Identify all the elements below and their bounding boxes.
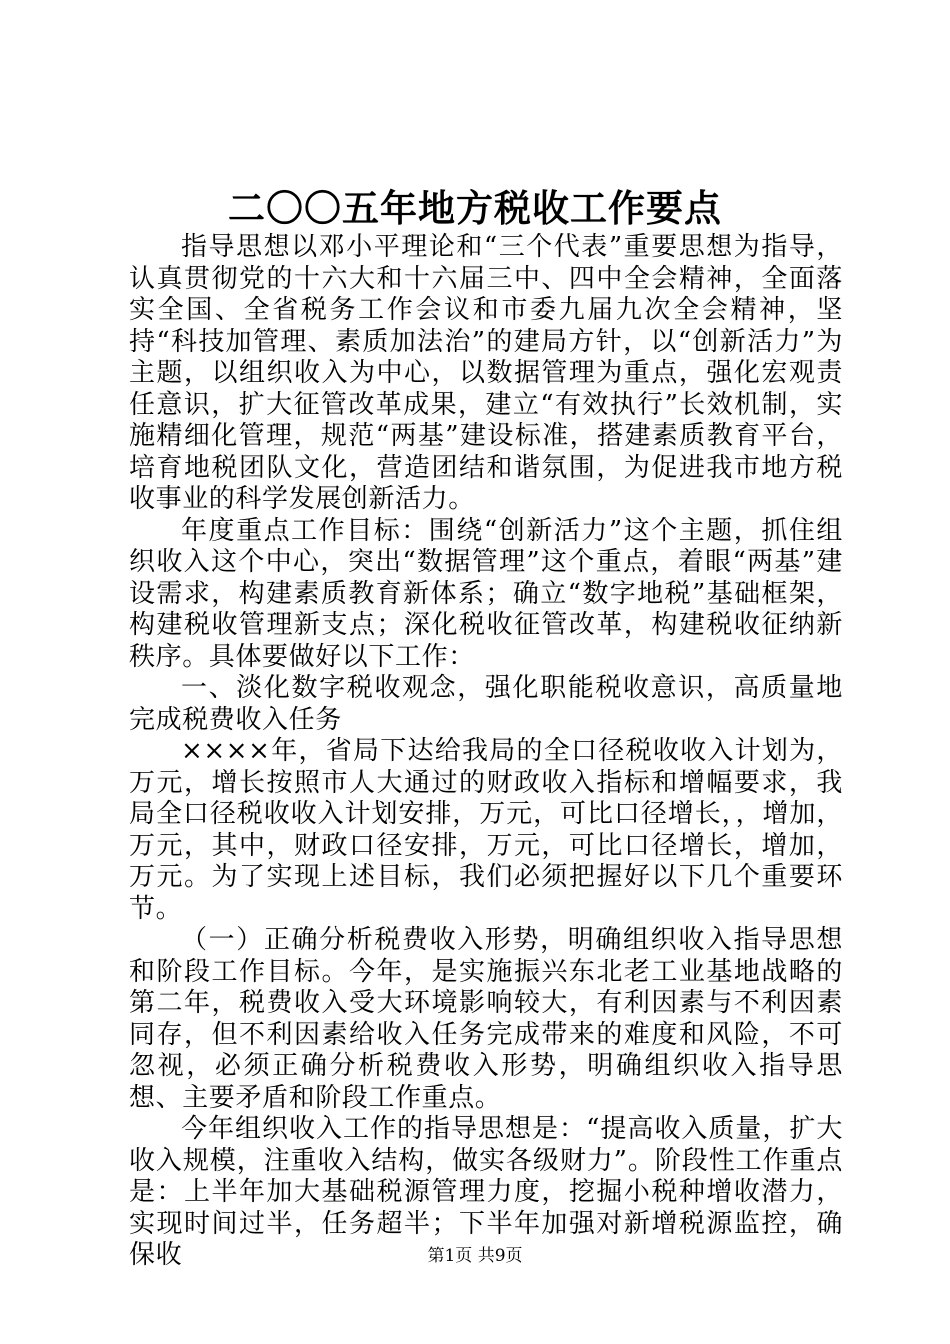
paragraph-section-one-heading: 一、淡化数字税收观念，强化职能税收意识，高质量地完成税费收入任务	[129, 673, 843, 735]
document-title: 二〇〇五年地方税收工作要点	[228, 186, 722, 230]
paragraph-subsection-one: （一）正确分析税费收入形势，明确组织收入指导思想和阶段工作目标。今年，是实施振兴东北老工业基地战略的第二年，税费收入受大环境影响较大，有利因素与不利因素同存，但不利因素给收入任务完成带来的难度和风险，不可忽视，必须正确分析税费收入形势，明确组织收入指导思想、主要矛盾和阶段工作重点。	[129, 925, 843, 1113]
paragraph-guiding-ideology: 指导思想以邓小平理论和“三个代表”重要思想为指导，认真贯彻党的十六大和十六届三中、四中全会精神，全面落实全国、全省税务工作会议和市委九届九次全会精神，坚持“科技加管理、素质加法治”的建局方针，以“创新活力”为主题，以组织收入为中心，以数据管理为重点，强化宏观责任意识，扩大征管改革成果，建立“有效执行”长效机制，实施精细化管理，规范“两基”建设标准，搭建素质教育平台，培育地税团队文化，营造团结和谐氛围，为促进我市地方税收事业的科学发展创新活力。	[129, 232, 843, 514]
paragraph-revenue-plan: ××××年，省局下达给我局的全口径税收收入计划为，万元，增长按照市人大通过的财政收入指标和增幅要求，我局全口径税收收入计划安排，万元，可比口径增长，，增加，万元，其中，财政口径安排，万元，可比口径增长，增加，万元。为了实现上述目标，我们必须把握好以下几个重要环节。	[129, 736, 843, 924]
page-number-footer: 第1页 共9页	[427, 1246, 523, 1266]
document-body	[129, 232, 843, 1272]
paragraph-revenue-guidance: 今年组织收入工作的指导思想是：“提高收入质量，扩大收入规模，注重收入结构，做实各级财力”。阶段性工作重点是：上半年加大基础税源管理力度，挖掘小税种增收潜力，实现时间过半，任务超半；下半年加强对新增税源监控，确保收	[129, 1114, 843, 1270]
paragraph-annual-goals: 年度重点工作目标：围绕“创新活力”这个主题，抓住组织收入这个中心，突出“数据管理”这个重点，着眼“两基”建设需求，构建素质教育新体系；确立“数字地税”基础框架，构建税收管理新支点；深化税收征管改革，构建税收征纳新秩序。具体要做好以下工作：	[129, 515, 843, 672]
